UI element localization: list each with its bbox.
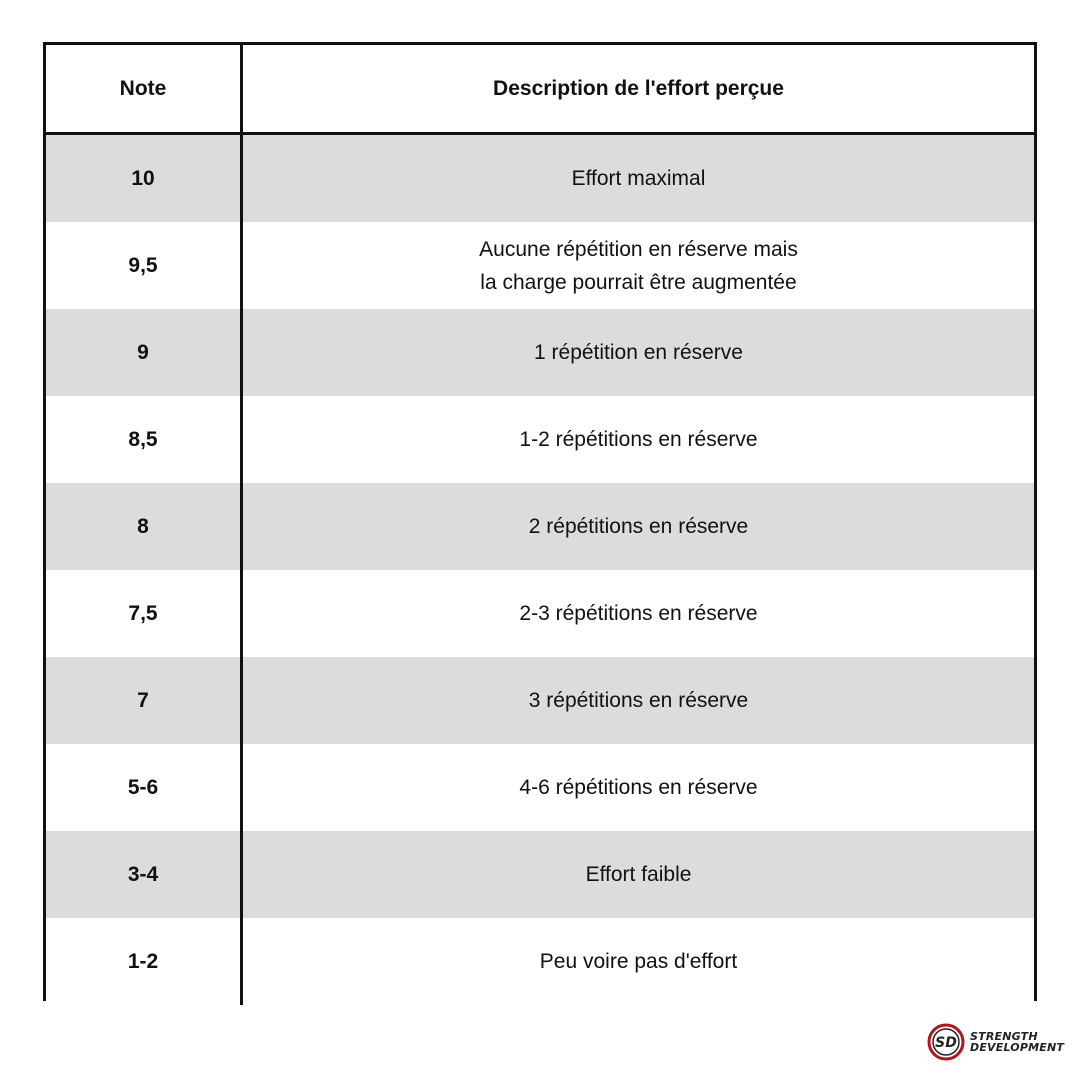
row-description <box>243 483 1034 570</box>
row-description <box>243 222 1034 309</box>
logo-line-1: STRENGTH <box>970 1030 1038 1043</box>
description-line: Effort faible <box>585 863 692 886</box>
row-note: 8,5 <box>46 396 243 483</box>
row-note: 7 <box>46 657 243 744</box>
logo-line-2: DEVELOPMENT <box>970 1041 1065 1054</box>
row-description <box>243 570 1034 657</box>
description-line: Effort maximal <box>571 167 706 190</box>
description-line: la charge pourrait être augmentée <box>480 270 797 294</box>
logo-mark-text: SD <box>935 1035 957 1051</box>
table-row <box>46 918 1034 1005</box>
row-description <box>243 657 1034 744</box>
row-description <box>243 309 1034 396</box>
row-note: 5-6 <box>46 744 243 831</box>
table-row <box>46 396 1034 483</box>
row-description <box>243 135 1034 222</box>
description-line: 3 répétitions en réserve <box>528 689 749 712</box>
table-row <box>46 135 1034 222</box>
row-note: 9 <box>46 309 243 396</box>
row-note: 10 <box>46 135 243 222</box>
strength-development-logo <box>926 1020 1066 1064</box>
header-note: Note <box>46 45 243 132</box>
table-row <box>46 222 1034 309</box>
description-line: 1-2 répétitions en réserve <box>519 428 758 451</box>
row-description <box>243 918 1034 1005</box>
table-row <box>46 831 1034 918</box>
table-row <box>46 744 1034 831</box>
row-note: 3-4 <box>46 831 243 918</box>
row-note: 7,5 <box>46 570 243 657</box>
row-note: 8 <box>46 483 243 570</box>
sd-logo-icon <box>926 1022 966 1062</box>
table-header-row <box>46 45 1034 135</box>
row-description <box>243 396 1034 483</box>
description-line: 2 répétitions en réserve <box>528 515 749 538</box>
description-line: Peu voire pas d'effort <box>539 950 738 973</box>
table-row <box>46 570 1034 657</box>
table-row <box>46 309 1034 396</box>
logo-text <box>970 1031 1064 1053</box>
row-description <box>243 831 1034 918</box>
table-row <box>46 483 1034 570</box>
table-body <box>46 135 1034 1005</box>
header-description: Description de l'effort perçue <box>493 77 784 100</box>
row-note: 1-2 <box>46 918 243 1005</box>
description-line: 2-3 répétitions en réserve <box>519 602 758 625</box>
row-description <box>243 744 1034 831</box>
table-row <box>46 657 1034 744</box>
row-note: 9,5 <box>46 222 243 309</box>
rpe-table <box>43 42 1037 1001</box>
description-line: Aucune répétition en réserve mais <box>479 237 798 261</box>
description-line: 1 répétition en réserve <box>534 341 743 364</box>
description-line: 4-6 répétitions en réserve <box>519 776 758 799</box>
